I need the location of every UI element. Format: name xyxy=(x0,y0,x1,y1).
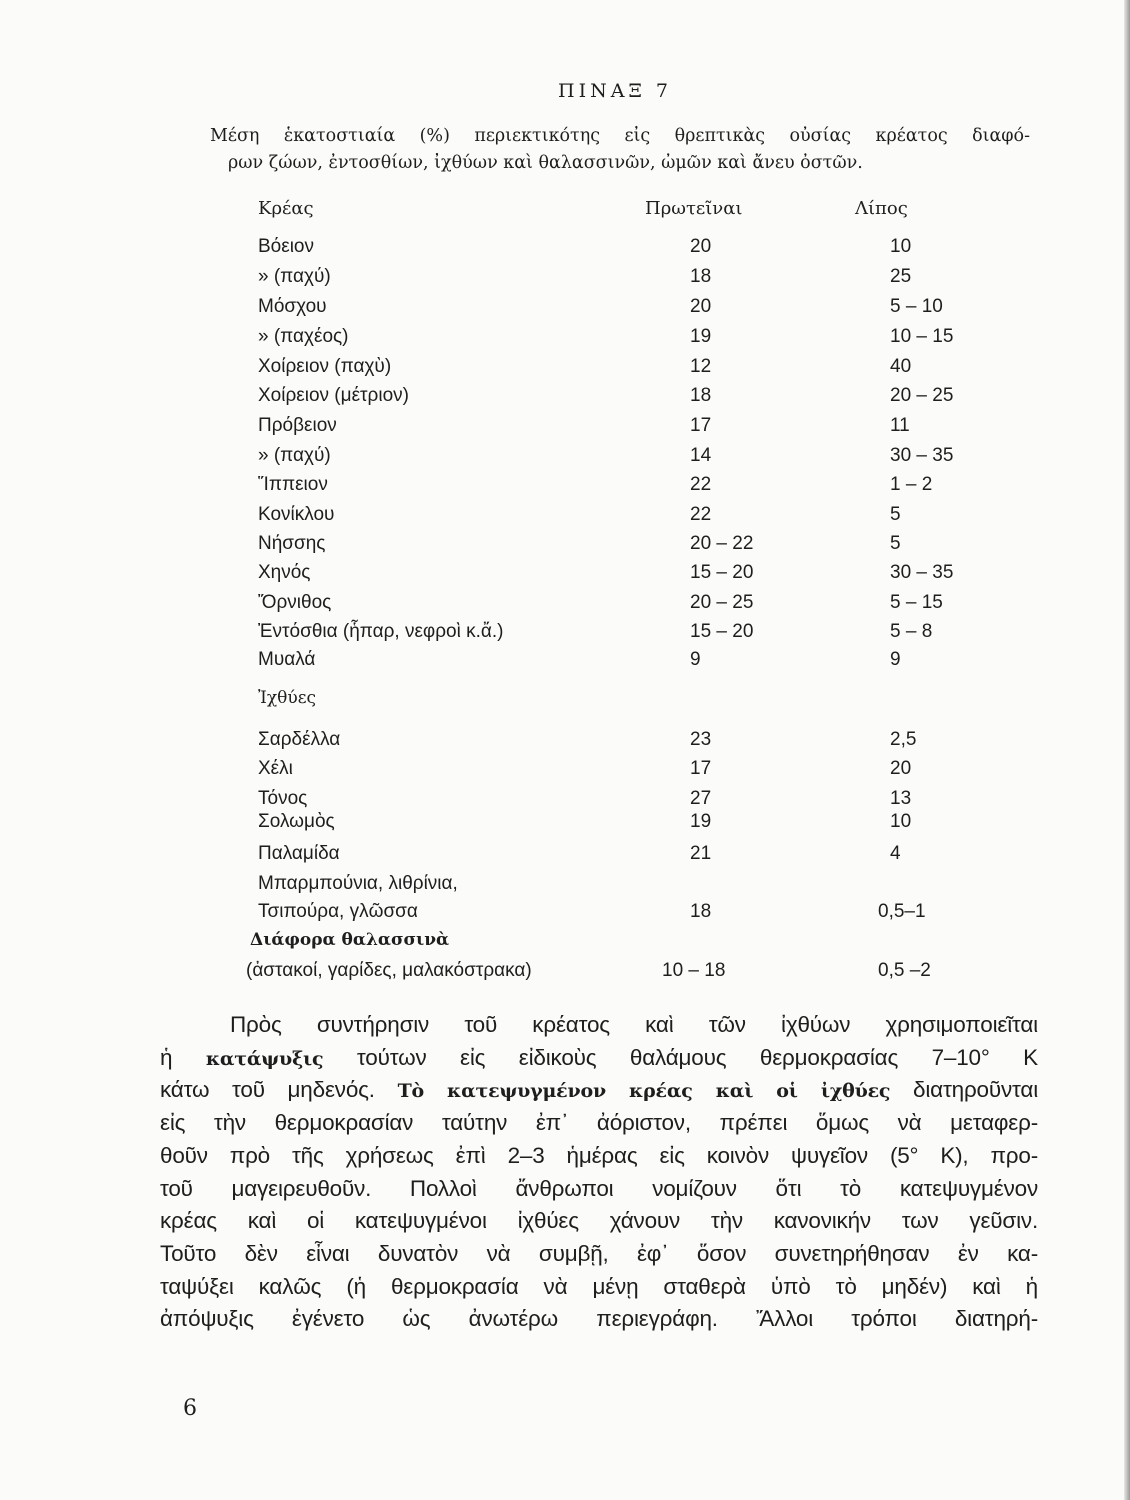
table-row xyxy=(0,621,1130,647)
meat-name: Παλαμίδα xyxy=(258,843,340,864)
meat-name: (ἀστακοί, γαρίδες, μαλακόστρακα) xyxy=(246,960,532,981)
fat-value: 10 xyxy=(890,236,912,257)
protein-value: 22 xyxy=(690,504,712,525)
meat-name: Τσιπούρα, γλῶσσα xyxy=(258,901,418,922)
meat-name: Κονίκλου xyxy=(258,504,335,525)
fat-value: 5 – 15 xyxy=(890,592,943,613)
protein-value: 18 xyxy=(690,266,712,287)
protein-value: 22 xyxy=(690,474,712,495)
protein-value: 20 – 25 xyxy=(690,592,754,613)
fat-value: 20 xyxy=(890,758,912,779)
fat-value: 5 xyxy=(890,504,901,525)
table-row xyxy=(0,356,1130,382)
meat-name: Πρόβειον xyxy=(258,415,337,436)
fat-value: 5 xyxy=(890,533,901,554)
protein-value: 15 – 20 xyxy=(690,621,754,642)
protein-value: 12 xyxy=(690,356,712,377)
text-segment: ἡ xyxy=(160,1044,206,1070)
table-section-header xyxy=(0,930,1130,956)
paragraph-line: ταψύξει καλῶς (ἡ θερμοκρασία νὰ μένῃ σταθερὰ ὑπὸ τὸ μηδέν) καὶ ἡ xyxy=(160,1273,1038,1299)
fat-value: 40 xyxy=(890,356,912,377)
fat-value: 11 xyxy=(890,415,910,436)
fat-value: 5 – 8 xyxy=(890,621,933,642)
meat-name: Χοίρειον (μέτριον) xyxy=(258,385,409,406)
table-caption-line-2: ρων ζώων, ἐντοσθίων, ἰχθύων καὶ θαλασσινῶν, ὠμῶν καὶ ἄνευ ὀστῶν. xyxy=(228,153,863,173)
protein-value: 20 xyxy=(690,296,712,317)
text-segment: κάτω τοῦ μηδενός. xyxy=(160,1077,398,1103)
section-label: Ἰχθύες xyxy=(258,688,317,708)
bold-phrase: κατάψυξις xyxy=(205,1047,324,1070)
text-segment: τούτων εἰς εἰδικοὺς θαλάμους θερμοκρασίας 7–10° Κ xyxy=(323,1044,1038,1070)
fat-value: 30 – 35 xyxy=(890,562,954,583)
table-section-header xyxy=(0,688,1130,714)
paragraph-line xyxy=(160,1045,1038,1071)
paragraph-line: ἀπόψυξις ἐγένετο ὡς ἀνωτέρω περιεγράφη. Ἄλλοι τρόποι διατηρή- xyxy=(160,1306,1038,1332)
table-row xyxy=(0,901,1130,927)
protein-value: 27 xyxy=(690,788,712,809)
table-row xyxy=(0,758,1130,784)
meat-name: Χοίρειον (παχὺ) xyxy=(258,356,392,377)
fat-value: 13 xyxy=(890,788,912,809)
table-row xyxy=(0,296,1130,322)
protein-value: 9 xyxy=(690,649,701,670)
fat-value: 4 xyxy=(890,843,901,864)
column-header-fat: Λίπος xyxy=(855,198,908,219)
paragraph-line: Πρὸς συντήρησιν τοῦ κρέατος καὶ τῶν ἰχθύων χρησιμοποιεῖται xyxy=(230,1012,1038,1037)
column-header-meat: Κρέας xyxy=(258,198,314,219)
protein-value: 14 xyxy=(690,445,712,466)
table-row xyxy=(0,445,1130,471)
meat-name: Τόνος xyxy=(258,788,308,809)
meat-name: Ἵππειον xyxy=(258,474,328,495)
fat-value: 20 – 25 xyxy=(890,385,954,406)
paragraph-line xyxy=(160,1077,1038,1103)
table-row xyxy=(0,960,1130,986)
protein-value: 20 – 22 xyxy=(690,533,754,554)
column-header-protein: Πρωτεῖναι xyxy=(645,198,743,219)
meat-name: » (παχύ) xyxy=(258,445,331,466)
paragraph-line: τοῦ μαγειρευθοῦν. Πολλοὶ ἄνθρωποι νομίζουν ὅτι τὸ κατεψυγμένον xyxy=(160,1175,1038,1201)
fat-value: 1 – 2 xyxy=(890,474,933,495)
table-row xyxy=(0,533,1130,559)
page-edge-shadow xyxy=(1124,0,1130,1500)
meat-name: Νήσσης xyxy=(258,533,326,554)
protein-value: 23 xyxy=(690,729,712,750)
protein-value: 19 xyxy=(690,326,712,347)
table-title: ΠΙΝΑΞ 7 xyxy=(558,80,672,102)
meat-name: Μπαρμπούνια, λιθρίνια, xyxy=(258,873,458,894)
table-row xyxy=(0,504,1130,530)
fat-value: 25 xyxy=(890,266,912,287)
meat-name: Χηνός xyxy=(258,562,311,583)
table-row xyxy=(0,474,1130,500)
table-row xyxy=(0,729,1130,755)
table-row xyxy=(0,649,1130,675)
fat-value: 30 – 35 xyxy=(890,445,954,466)
meat-name: Βόειον xyxy=(258,236,314,257)
meat-name: Ὄρνιθος xyxy=(258,592,332,613)
fat-value: 0,5 –2 xyxy=(878,960,931,981)
table-row xyxy=(0,843,1130,869)
table-row xyxy=(0,266,1130,292)
table-row xyxy=(0,236,1130,262)
page-number: 6 xyxy=(183,1396,197,1421)
paragraph-line: Τοῦτο δὲν εἶναι δυνατὸν νὰ συμβῇ, ἐφ᾽ ὅσον συνετηρήθησαν ἐν κα- xyxy=(160,1240,1038,1266)
meat-name: Ἐντόσθια (ἧπαρ, νεφροὶ κ.ἄ.) xyxy=(258,621,504,642)
protein-value: 15 – 20 xyxy=(690,562,754,583)
fat-value: 5 – 10 xyxy=(890,296,943,317)
protein-value: 18 xyxy=(690,385,712,406)
table-row xyxy=(0,562,1130,588)
table-row xyxy=(0,326,1130,352)
meat-name: Μυαλά xyxy=(258,649,316,670)
protein-value: 21 xyxy=(690,843,712,864)
meat-name: » (παχύ) xyxy=(258,266,331,287)
protein-value: 18 xyxy=(690,901,712,922)
table-row xyxy=(0,592,1130,618)
protein-value: 17 xyxy=(690,758,712,779)
fat-value: 0,5–1 xyxy=(878,901,926,922)
table-caption-line-1: Μέση ἑκατοστιαία (%) περιεκτικότης εἰς θρεπτικὰς οὐσίας κρέατος διαφό- xyxy=(210,126,1030,146)
paragraph-line: κρέας καὶ οἱ κατεψυγμένοι ἰχθύες χάνουν τὴν κανονικήν των γεῦσιν. xyxy=(160,1208,1038,1234)
meat-name: Μόσχου xyxy=(258,296,327,317)
fat-value: 9 xyxy=(890,649,901,670)
table-row xyxy=(0,811,1130,837)
protein-value: 19 xyxy=(690,811,712,832)
meat-name: Σαρδέλλα xyxy=(258,729,341,750)
protein-value: 10 – 18 xyxy=(662,960,726,981)
table-row xyxy=(0,873,1130,899)
fat-value: 10 – 15 xyxy=(890,326,954,347)
table-row xyxy=(0,415,1130,441)
fat-value: 2,5 xyxy=(890,729,917,750)
meat-name: Χέλι xyxy=(258,758,293,779)
fat-value: 10 xyxy=(890,811,912,832)
table-row xyxy=(0,385,1130,411)
paragraph-line: εἰς τὴν θερμοκρασίαν ταύτην ἐπ᾽ ἀόριστον, πρέπει ὅμως νὰ μεταφερ- xyxy=(160,1110,1038,1136)
bold-phrase: Τὸ κατεψυγμένον κρέας καὶ οἱ ἰχθύες xyxy=(397,1080,891,1103)
meat-name: » (παχέος) xyxy=(258,326,349,347)
meat-name: Σολωμὸς xyxy=(258,811,335,832)
text-segment: διατηροῦνται xyxy=(890,1077,1038,1103)
protein-value: 20 xyxy=(690,236,712,257)
section-label: Διάφορα θαλασσινὰ xyxy=(250,930,450,950)
protein-value: 17 xyxy=(690,415,712,436)
paragraph-line: θοῦν πρὸ τῆς χρήσεως ἐπὶ 2–3 ἡμέρας εἰς κοινὸν ψυγεῖον (5° Κ), προ- xyxy=(160,1142,1038,1168)
